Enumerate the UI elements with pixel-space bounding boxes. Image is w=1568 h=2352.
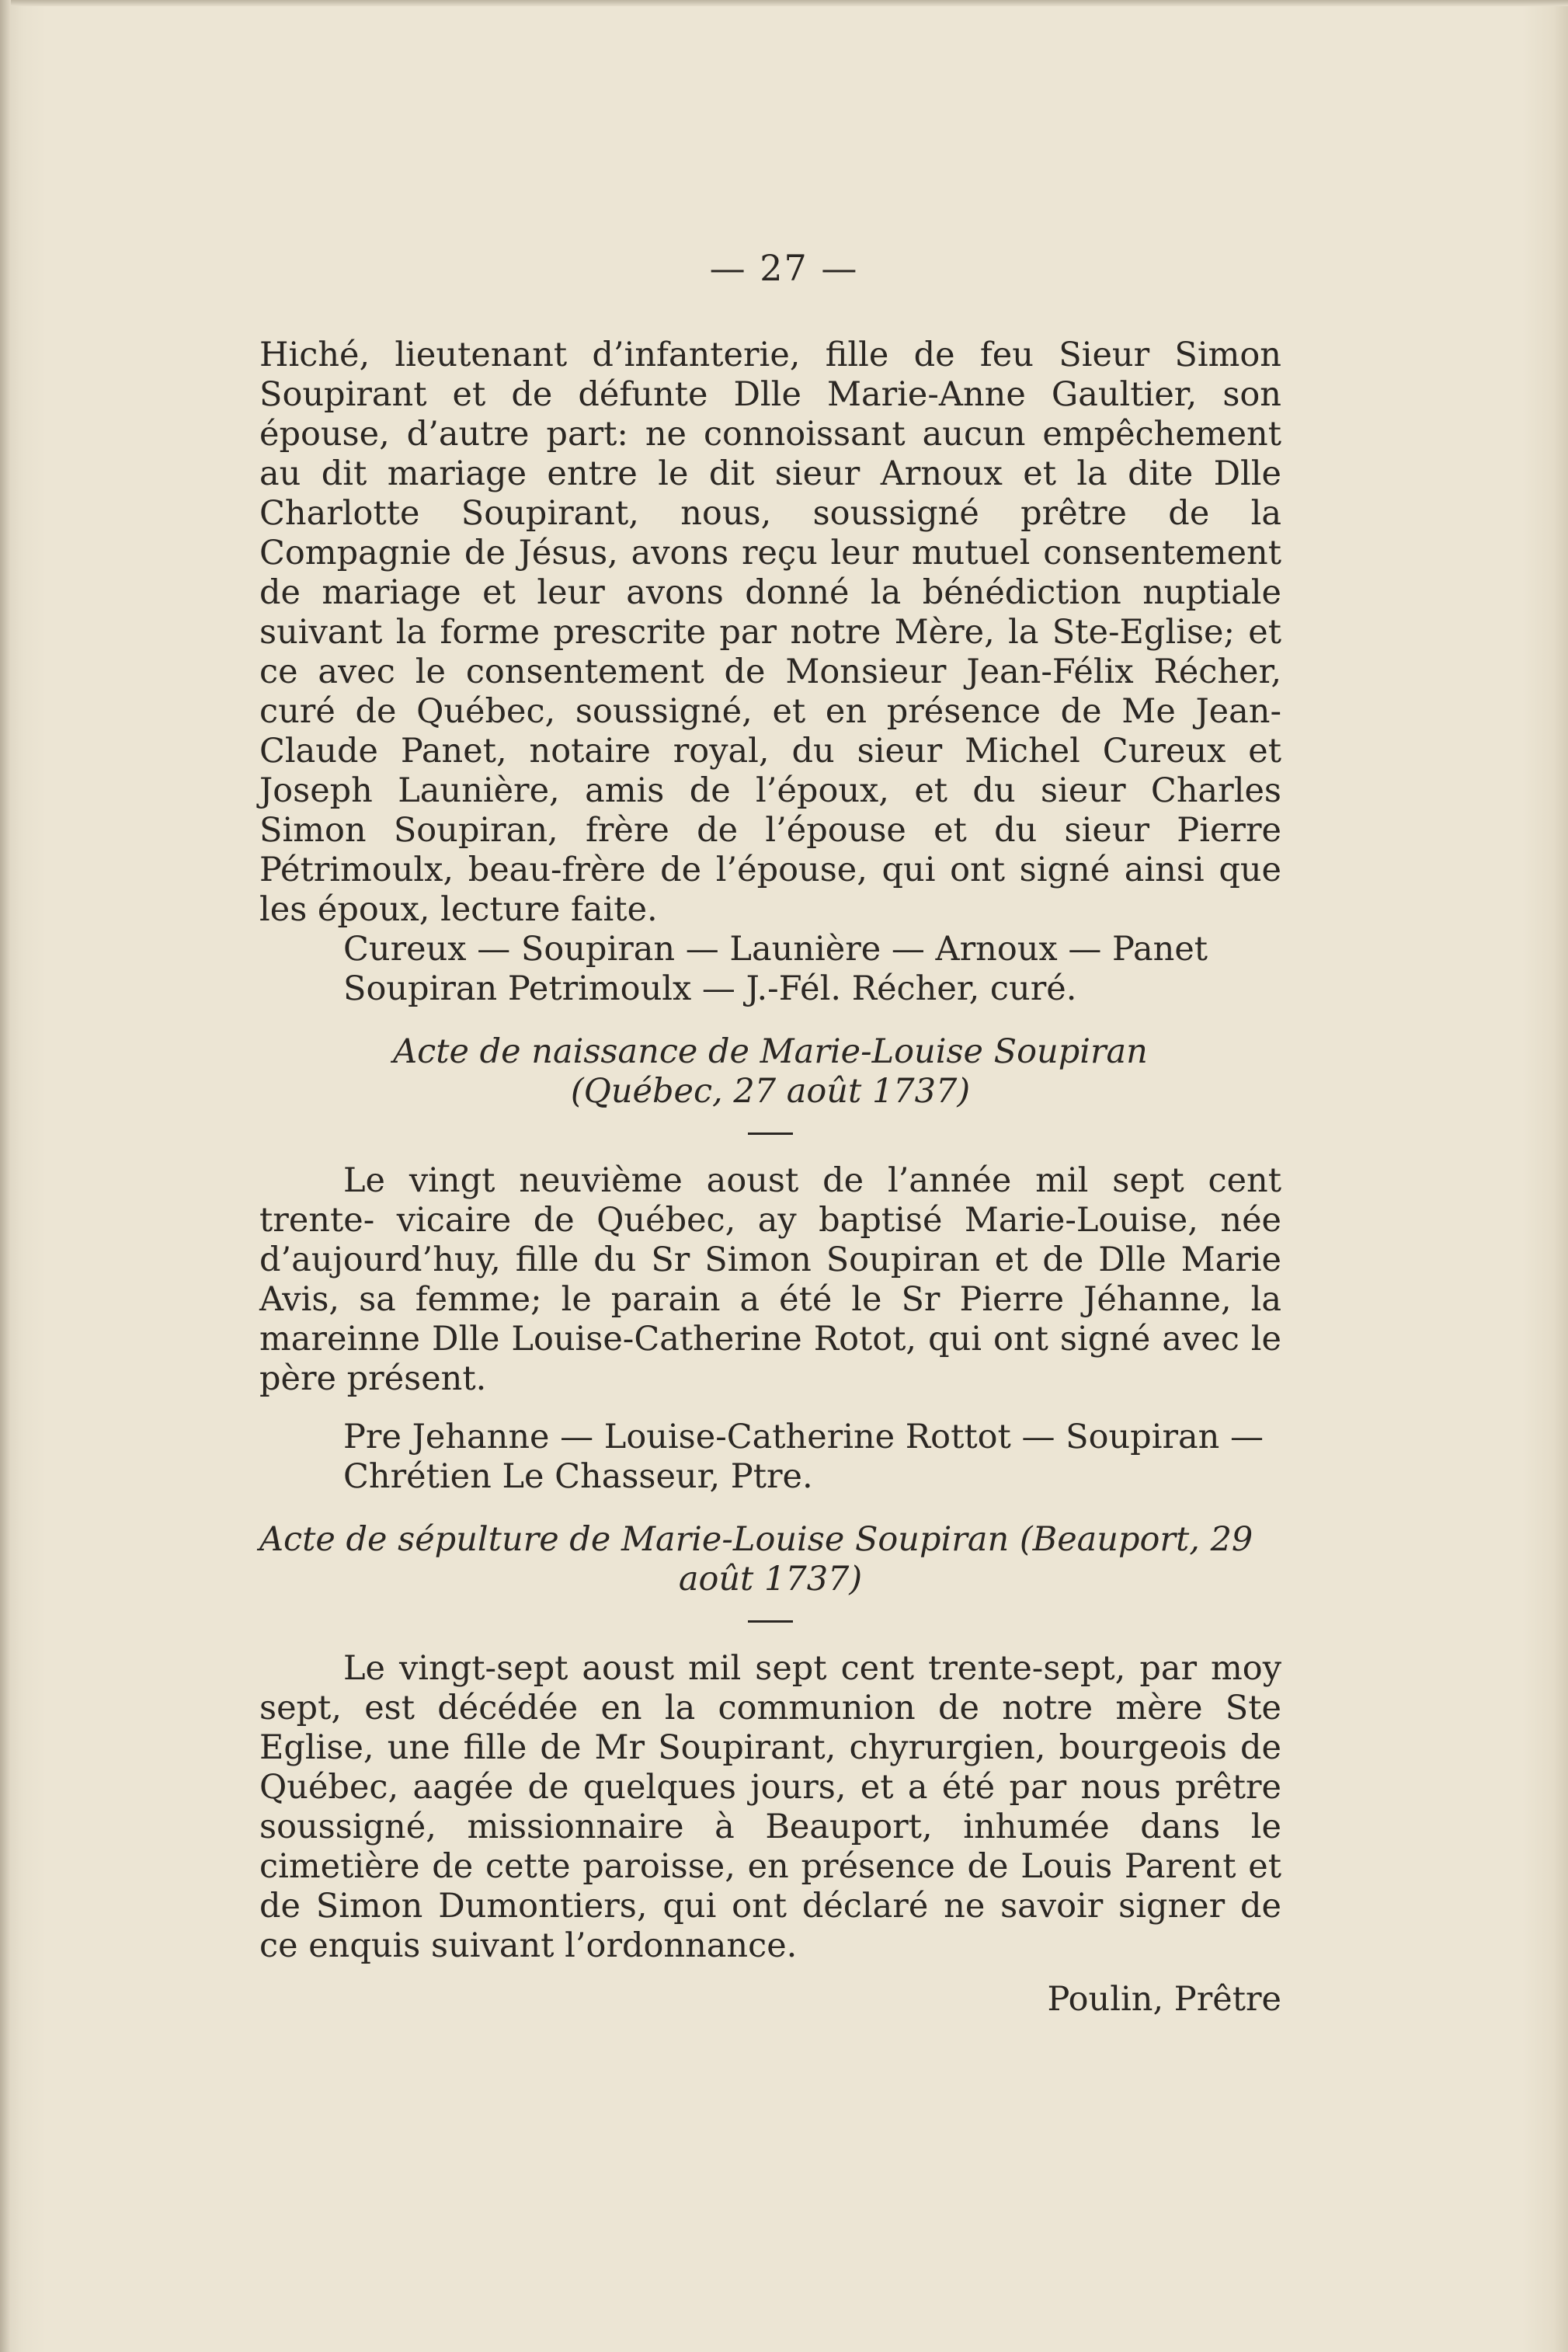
page-top-edge xyxy=(0,0,1568,6)
signatures-birth-line-2: Chrétien Le Chasseur, Ptre. xyxy=(343,1457,813,1496)
heading-burial-act-date: août 1737) xyxy=(678,1560,863,1599)
heading-birth-act-date: (Québec, 27 août 1737) xyxy=(570,1072,971,1111)
signatures-marriage-line-2: Soupiran Petrimoulx — J.-Fél. Récher, curé. xyxy=(343,969,1077,1008)
paragraph-birth-act: Le vingt neuvième aoust de l’année mil sept cent trente- vicaire de Québec, ay baptisé Marie-Louise, née d’aujourd’huy, fille du Sr Simon Soupiran et de Dlle Marie Avis, sa femme; le parain a été le Sr Pierre Jéhanne, la mareinne Dlle Louise-Catherine Rotot, qui ont signé avec le père présent. xyxy=(259,1161,1281,1398)
section-divider xyxy=(748,1620,793,1623)
signatures-birth-line-1: Pre Jehanne — Louise-Catherine Rottot — Soupiran — xyxy=(343,1418,1264,1456)
heading-burial-act: Acte de sépulture de Marie-Louise Soupiran (Beauport, 29 xyxy=(259,1520,1253,1559)
section-divider xyxy=(748,1133,793,1135)
page-number: — 27 — xyxy=(709,247,859,289)
signature-burial: Poulin, Prêtre xyxy=(1047,1980,1281,2019)
signatures-marriage-line-1: Cureux — Soupiran — Launière — Arnoux — Panet xyxy=(343,930,1208,969)
heading-birth-act: Acte de naissance de Marie-Louise Soupiran xyxy=(393,1032,1148,1071)
paragraph-marriage-act: Hiché, lieutenant d’infanterie, fille de feu Sieur Simon Soupirant et de défunte Dlle Marie-Anne Gaultier, son épouse, d’autre part: ne connoissant aucun empêchement au dit mariage entre le dit sieur Arnoux et la dite Dlle Charlotte Soupirant, nous, soussigné prêtre de la Compagnie de Jésus, avons reçu leur mutuel consentement de mariage et leur avons donné la bénédiction nuptiale suivant la forme prescrite par notre Mère, la Ste-Eglise; et ce avec le consentement de Monsieur Jean-Félix Récher, curé de Québec, soussigné, et en présence de Me Jean-Claude Panet, notaire royal, du sieur Michel Cureux et Joseph Launière, amis de l’époux, et du sieur Charles Simon Soupiran, frère de l’épouse et du sieur Pierre Pétrimoulx, beau-frère de l’épouse, qui ont signé ainsi que les époux, lecture faite. xyxy=(259,336,1281,929)
paragraph-burial-act: Le vingt-sept aoust mil sept cent trente-sept, par moy sept, est décédée en la communion de notre mère Ste Eglise, une fille de Mr Soupirant, chyrurgien, bourgeois de Québec, aagée de quelques jours, et a été par nous prêtre soussigné, missionnaire à Beauport, inhumée dans le cimetière de cette paroisse, en présence de Louis Parent et de Simon Dumontiers, qui ont déclaré ne savoir signer de ce enquis suivant l’ordonnance. xyxy=(259,1649,1281,1965)
page-left-edge xyxy=(0,0,11,2352)
main-text xyxy=(259,336,1281,2020)
